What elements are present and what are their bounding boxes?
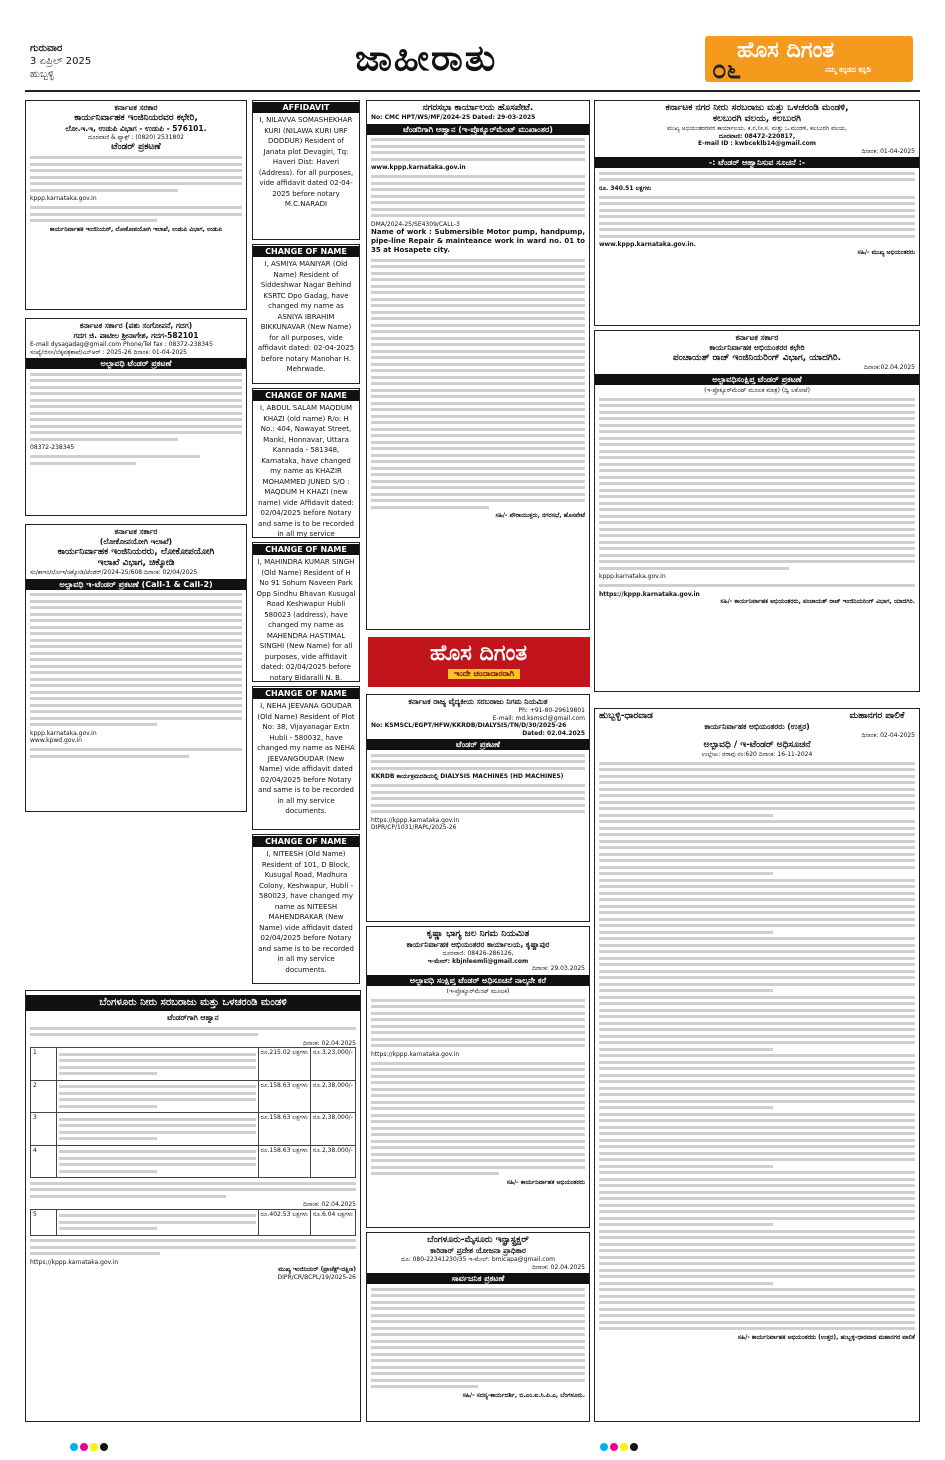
ad-udupi-pwd <box>25 100 247 310</box>
ad-bmicapa-l3: ದೂ: 080-22341230/35 ಇ-ಮೇಲ್: bmicapa@gmail.com <box>400 1256 556 1263</box>
ad-hdmc-ref: ದಿನಾಂಕ: 02-04-2025 <box>861 732 915 739</box>
ad-bwssb-ref: ದಿನಾಂಕ: 02.04.2025 <box>303 1039 356 1047</box>
bwssb-row-value: ರೂ.158.63 ಲಕ್ಷಗಳು <box>258 1113 311 1146</box>
ad-hdmc-sub: ಉಲ್ಲೇಖ: ಠರಾವು ನಂ:620 ದಿನಾಂಕ: 16-11-2024 <box>701 750 813 758</box>
section-title: ಜಾಹೀರಾತು <box>355 38 498 79</box>
ad-hdmc-l3: ಕಾರ್ಯನಿರ್ವಾಹಕ ಅಭಿಯಂತರರು (ಉತ್ತರ) <box>704 722 810 731</box>
ad-yadgir-ref: ದಿನಾಂಕ:02.04.2025 <box>863 364 915 371</box>
ad-kbjnl-sub: (ಇ-ಪ್ರೊಕ್ಯೂರ್‌ಮೆಂಟ್ ಮೂಲಕ) <box>446 987 510 995</box>
table-row <box>31 1113 356 1146</box>
affidavit-6 <box>252 834 360 984</box>
ad-chikkodi-title: ಅಲ್ಪಾವಧಿ ಇ-ಟೆಂಡರ್ ಪ್ರಕಟಣೆ (Call-1 & Call-2) <box>26 579 246 590</box>
bwssb-row-value: ರೂ.215.02 ಲಕ್ಷಗಳು <box>258 1048 311 1081</box>
ad-udupi-footer: ಕಾರ್ಯನಿರ್ವಾಹಕ ಇಂಜಿನಿಯರ್, ಲೋಕೋಪಯೋಗಿ ಇಲಾಖೆ, ಉಡುಪಿ ವಿಭಾಗ, ಉಡುಪಿ <box>49 225 223 233</box>
ad-hospet-ref: No: CMC HPT/WS/MF/2024-25 Dated: 29-03-2025 <box>371 114 536 121</box>
ad-bmicapa-title: ಸಾರ್ವಜನಿಕ ಪ್ರಕಟಣೆ <box>367 1273 589 1284</box>
ad-kalaburagi-site: www.kppp.karnataka.gov.in. <box>599 241 696 248</box>
ad-hdmc-l1: ಹುಬ್ಬಳ್ಳಿ-ಧಾರವಾಡ <box>599 711 653 721</box>
ad-hdmc-title: ಅಲ್ಪಾವಧಿ / ಇ-ಟೆಂಡರ್ ಅಧಿಸೂಚನೆ <box>703 739 811 750</box>
ad-ksmscl-site: https://kppp.karnataka.gov.in <box>371 816 460 824</box>
bwssb-row-no: 2 <box>31 1080 57 1113</box>
dateline <box>30 42 91 81</box>
ad-kalaburagi-phone: ದೂರವಾಣಿ: 08472-220817, <box>718 132 796 140</box>
paper-name: ಹೊಸ ದಿಗಂತ <box>737 38 835 63</box>
affidavit-5 <box>252 686 360 830</box>
ad-bwssb <box>25 990 361 1422</box>
ad-ksmscl-title: ಟೆಂಡರ್ ಪ್ರಕಟಣೆ <box>367 739 589 750</box>
ad-gadag-ref: ಸಂಖ್ಯೆ/ಜಿಸಸ/ಲೆಕ್ಕಪತ್ರಶಾಖೆ/ಎನ್‌ಆರ್ : 2025-26 ದಿನಾಂಕ: 01-04-2025 <box>30 348 187 356</box>
bwssb-row-emd: ರೂ.2,38,000/- <box>311 1113 356 1146</box>
color-registration-right <box>600 1436 640 1448</box>
affidavit-6-head: CHANGE OF NAME <box>253 836 359 847</box>
ad-chikkodi-site2: www.kpwd.gov.in <box>30 737 82 744</box>
affidavit-4-head: CHANGE OF NAME <box>253 544 359 555</box>
ad-ksmscl-no: No: KSMSCL/EGPT/HFW/KKRDB/DIALYSIS/TN/D/30/2025-26 <box>371 722 567 729</box>
bwssb-row5-emd: ರೂ.6.04 ಲಕ್ಷಗಳು <box>311 1209 356 1235</box>
ad-hdmc <box>594 708 920 1422</box>
ad-gadag-l2: ಗದಗ ಜಿ. ಪಾಟೀಲ ಶ್ರೀನಾಗೇಶ, ಗದಗ-582101 <box>73 331 199 340</box>
ad-chikkodi-l4: ಇಲಾಖೆ ವಿಭಾಗ, ಚಿಕ್ಕೋಡಿ <box>97 558 175 568</box>
bwssb-row-emd: ರೂ.3,23,000/- <box>311 1048 356 1081</box>
dateline-date: 3 ಏಪ್ರಿಲ್ 2025 <box>30 56 92 67</box>
ad-chikkodi-ref: ಸಂ/ಕಾಇಂ/ಲೋಇ/ಚಿಕ್ಕೋಡಿ/ಟೆಂಡರ್/2024-25/608 ದಿನಾಂಕ: 02/04/2025 <box>30 569 198 576</box>
ad-chikkodi-website: kppp.karnataka.gov.in <box>30 729 97 737</box>
ad-bwssb-footer: ಮುಖ್ಯ ಇಂಜಿನಿಯರ್ (ಪ್ರಾಜೆಕ್ಟ್-ದಕ್ಷಿಣ) <box>278 1266 356 1273</box>
affidavit-1 <box>252 100 360 240</box>
bwssb-row-no: 3 <box>31 1113 57 1146</box>
ad-pred-yadgir <box>594 330 920 692</box>
ad-kbjnl-site: https://kppp.karnataka.gov.in <box>371 1050 460 1058</box>
ad-hospet-l1: ನಗರಸಭಾ ಕಾರ್ಯಾಲಯ ಹೊಸಪೇಟೆ. <box>422 103 534 113</box>
ad-bmicapa-footer: ಸಹಿ/- ಸದಸ್ಯ-ಕಾರ್ಯದರ್ಶಿ, ಬಿ.ಎಂ.ಐ.ಸಿ.ಪಿ.ಎ, ಬೆಂಗಳೂರು. <box>462 1391 585 1399</box>
ad-kalaburagi-title: -: ಟೆಂಡರ್ ಆಹ್ವಾನಿಸುವ ಸೂಚನೆ :- <box>595 157 919 168</box>
ad-bmicapa-ref: ದಿನಾಂಕ: 02.04.2025 <box>532 1263 585 1271</box>
ad-kalaburagi-amount: ರೂ. 340.51 ಲಕ್ಷಗಳು <box>599 184 652 192</box>
ad-yadgir-title: ಅಲ್ಪಾವಧಿಸಂಕ್ಷಿಪ್ತ ಟೆಂಡರ್ ಪ್ರಕಟಣೆ <box>595 374 919 385</box>
ad-kbjnl-title: ಅಲ್ಪಾವಧಿ ಸಂಕ್ಷಿಪ್ತ ಟೆಂಡರ್ ಅಧಿಸೂಚನೆ ನಾಲ್ಕನೇ ಕರೆ <box>367 975 589 986</box>
ad-bwssb-ref2: ದಿನಾಂಕ: 02.04.2025 <box>303 1201 356 1208</box>
ad-hdmc-l2: ಮಹಾನಗರ ಪಾಲಿಕೆ <box>849 711 905 721</box>
affidavit-2 <box>252 244 360 384</box>
affidavit-4 <box>252 542 360 682</box>
ad-bwssb-title: ಬೆಂಗಳೂರು ನೀರು ಸರಬರಾಜು ಮತ್ತು ಒಳಚರಂಡಿ ಮಂಡಳಿ <box>26 995 360 1011</box>
banner-sub: ಇಂದೇ ಚಂದಾದಾರರಾಗಿ <box>448 669 520 679</box>
ad-yadgir-sub: (ಇ-ಪ್ರೊಕ್ಯೂರ್‌ಮೆಂಟ್ ಮೂಲಕ ಮಾತ್ರ) (ದ್ವಿ ಲಕೋಟೆ) <box>704 386 810 394</box>
bwssb-table <box>30 1047 356 1178</box>
color-registration-left <box>70 1436 110 1448</box>
ad-chikkodi-l3: ಕಾರ್ಯನಿರ್ವಾಹಕ ಇಂಜಿನಿಯರರು, ಲೋಕೋಪಯೋಗಿ <box>57 547 215 557</box>
ad-bwssb-code: DIPR/CR/BCPL/19/2025-26 <box>277 1273 356 1281</box>
ad-chikkodi-l2: (ಲೋಕೋಪಯೋಗಿ ಇಲಾಖೆ) <box>99 537 173 546</box>
affidavit-2-head: CHANGE OF NAME <box>253 246 359 257</box>
ad-kbjnl-l2: ಕಾರ್ಯನಿರ್ವಾಹಕ ಅಭಿಯಂತರರ ಕಾರ್ಯಾಲಯ, ಕೃಷ್ಣಾಪುರ <box>406 940 550 949</box>
ad-kbjnl-ref: ದಿನಾಂಕ: 29.03.2025 <box>532 965 585 972</box>
ad-ksmscl-dated: Dated: 02.04.2025 <box>522 729 585 737</box>
ad-udupi-l2: ಕಾರ್ಯನಿರ್ವಾಹಕ ಇಂಜಿನಿಯರವರ ಕಛೇರಿ, <box>74 113 198 123</box>
affidavit-2-text: I, ASMIYA MANIYAR (Old Name) Resident of Siddeshwar Nagar Behind KSRTC Dpo Gadag, have changed my name as ASNIYA IBRAHIM BIKKUNAVAR (New Name) for all purposes, vide affidavit dated: 02-04-2025 before notary Manohar H. Mehrwade. <box>257 260 355 373</box>
ad-hospet-dma: DMA/2024-25/SE4309/CALL-3 <box>371 220 460 228</box>
ad-udupi-body <box>30 156 242 192</box>
affidavit-4-text: I, MAHINDRA KUMAR SINGH (Old Name) Resident of H No 91 Sohum Naveen Park Opp Sindhu Bhavan Kusugal Road Keshwapur Hubli 580023 (address), have changed my name as MAHENDRA HASTIMAL SINGHI (New Name) for all purposes, vide affidavit dated: 02/04/2025 before notary Bidaralli N. B. <box>256 558 356 682</box>
bwssb-row-desc <box>57 1080 259 1113</box>
bwssb-row-emd: ರೂ.2,38,000/- <box>311 1145 356 1178</box>
paper-tagline: ನಮ್ಮ ಕನ್ನಡದ ಕನ್ನಡಿ <box>825 66 871 74</box>
ad-ksmscl-code: DIPR/CP/1031/RAPL/2025-26 <box>371 824 457 831</box>
ad-bmicapa <box>366 1232 590 1422</box>
ad-hospet <box>366 100 590 630</box>
ad-kbjnl-email: ಇ-ಮೇಲ್: kbjnleemli@gmail.com <box>427 957 529 965</box>
ad-udupi-l3: ಲೋ.ಇ.ಇ, ಉಡುಪಿ ವಿಭಾಗ - ಉಡುಪಿ - 576101. <box>65 124 207 133</box>
ad-hospet-title: ಟೆಂಡರಿಗಾಗಿ ಆಹ್ವಾನ (ಇ-ಪ್ರೊಕ್ಯೂರ್‌ಮೆಂಟ್ ಮುಖಾಂತರ) <box>367 124 589 135</box>
ad-gadag-title: ಅಲ್ಪಾವಧಿ ಟೆಂಡರ್ ಪ್ರಕಟಣೆ <box>26 358 246 369</box>
affidavit-1-text: I, NILAVVA SOMASHEKHAR KURI (NILAWA KURI URF DODDUR) Resident of Janata plot Devagiri, Tq: Haveri Dist: Haveri (Address). for all purposes, vide affidavit dated 02-04-2025 before notary M.C.NARADI <box>258 116 354 208</box>
banner-name: ಹೊಸ ದಿಗಂತ <box>430 641 528 666</box>
page-number: ೦೬ <box>712 55 742 85</box>
dateline-city: ಹುಬ್ಬಳ್ಳಿ <box>30 69 55 80</box>
ad-bwssb-sub: ಟೆಂಡರ್‌ಗಾಗಿ ಆಹ್ವಾನ <box>167 1013 219 1022</box>
ad-kalaburagi-ref: ದಿನಾಂಕ: 01-04-2025 <box>861 147 915 155</box>
ad-kalaburagi-l3: ಮುಖ್ಯ ಅಭಿಯಂತರರವರ ಕಾರ್ಯಾಲಯ, ಕ.ನ.ನೀ.ಸ. ಮತ್ತು ಒ.ಮಂಡಳಿ, ಕಲಬುರಗಿ ವಲಯ, <box>666 125 848 132</box>
ad-udupi-l1: ಕರ್ನಾಟಕ ಸರಕಾರ <box>114 103 158 112</box>
ad-ksmscl-work: KKRDB ಕಾರ್ಯಕ್ರಮದಡಿಯಲ್ಲಿ DIALYSIS MACHINES (HD MACHINES) <box>371 773 564 780</box>
ad-ksmscl-l1: ಕರ್ನಾಟಕ ರಾಜ್ಯ ವೈದ್ಯಕೀಯ ಸರಬರಾಜು ನಿಗಮ ನಿಯಮಿತ <box>408 697 548 706</box>
header-rule <box>25 90 920 92</box>
ad-ksmscl-ph: Ph: +91-80-29619801 <box>518 707 585 714</box>
ad-hdmc-footer: ಸಹಿ/- ಕಾರ್ಯನಿರ್ವಾಹಕ ಅಭಿಯಂತರರು (ಉತ್ತರ), ಹುಬ್ಬಳ್ಳಿ-ಧಾರವಾಡ ಮಹಾನಗರ ಪಾಲಿಕೆ <box>737 1333 915 1341</box>
affidavit-1-head: AFFIDAVIT <box>253 102 359 113</box>
bwssb-row-no: 1 <box>31 1048 57 1081</box>
table-row <box>31 1080 356 1113</box>
ad-kbjnl-footer: ಸಹಿ/- ಕಾರ್ಯನಿರ್ವಾಹಕ ಅಭಿಯಂತರರು <box>506 1178 585 1186</box>
ad-udupi-title: ಟೆಂಡರ್ ಪ್ರಕಟಣೆ <box>111 141 161 152</box>
ad-yadgir-footer: ಸಹಿ/- ಕಾರ್ಯನಿರ್ವಾಹಕ ಅಭಿಯಂತರರು, ಪಂಚಾಯತ್ ರಾಜ್ ಇಂಜಿನಿಯರಿಂಗ್ ವಿಭಾಗ, ಯಾದಗಿರಿ. <box>720 598 915 605</box>
hosadiganta-banner <box>368 637 590 687</box>
ad-kuwssb-kalaburagi <box>594 100 920 326</box>
ad-yadgir-site: kppp.karnataka.gov.in <box>599 573 666 580</box>
ad-kbjnl-l1: ಕೃಷ್ಣಾ ಭಾಗ್ಯ ಜಲ ನಿಗಮ ನಿಯಮಿತ <box>426 929 530 939</box>
bwssb-row-emd: ರೂ.2,38,000/- <box>311 1080 356 1113</box>
bwssb-row-desc <box>57 1145 259 1178</box>
page-header <box>0 0 945 96</box>
ad-chikkodi-l1: ಕರ್ನಾಟಕ ಸರ್ಕಾರ <box>114 527 158 536</box>
ad-chikkodi-pwd <box>25 524 247 812</box>
ad-kalaburagi-email: E-mail ID : kwbceklb14@gmail.com <box>698 140 816 147</box>
table-row <box>31 1048 356 1081</box>
bwssb-row5-no: 5 <box>31 1209 57 1235</box>
ad-gadag-phone: 08372-238345 <box>30 444 75 451</box>
ad-hospet-work: Name of work : Submersible Motor pump, handpump, pipe-line Repair & mainteance work in ward no. 01 to 35 at Hosapete city. <box>371 228 585 254</box>
affidavit-3-head: CHANGE OF NAME <box>253 390 359 401</box>
ad-kalaburagi-footer: ಸಹಿ/- ಮುಖ್ಯ ಅಭಿಯಂತರರು <box>857 248 915 256</box>
ad-gadag-l1: ಕರ್ನಾಟಕ ಸರ್ಕಾರ (ಪಶು ಸಂಗೋಪನೆ, ಗದಗ) <box>79 321 193 330</box>
bwssb-row-desc <box>57 1113 259 1146</box>
table-row <box>31 1209 356 1235</box>
ad-ksmscl-email: E-mail: md.ksmscl@gmail.com <box>492 714 585 722</box>
bwssb-row-desc <box>57 1048 259 1081</box>
affidavit-5-head: CHANGE OF NAME <box>253 688 359 699</box>
ad-kalaburagi-l2: ಕಲಬುರಗಿ ವಲಯ, ಕಲಬುರಗಿ <box>713 114 801 124</box>
ad-bmicapa-l2: ಕಾರಿಡಾರ್ ಪ್ರದೇಶ ಯೋಜನಾ ಪ್ರಾಧಿಕಾರ <box>430 1246 526 1255</box>
ad-yadgir-l1: ಕರ್ನಾಟಕ ಸರ್ಕಾರ <box>735 333 779 342</box>
ad-udupi-l4: ದೂರವಾಣಿ & ಫ್ಯಾಕ್ಸ್ : (0820) 2531802 <box>87 134 185 141</box>
ad-yadgir-l3: ಪಂಚಾಯತ್ ರಾಜ್ ಇಂಜಿನಿಯರಿಂಗ್ ವಿಭಾಗ, ಯಾದಗಿರಿ. <box>672 353 842 363</box>
dateline-day: ಗುರುವಾರ <box>30 43 63 54</box>
affidavit-6-text: I, NITEESH (Old Name) Resident of 101, D Block, Kusugal Road, Madhura Colony, Keshwapur, Hubli - 580023, have changed my name as NITEESH MAHENDRAKAR (New Name) vide affidavit dated 02/04/2025 before Notary and same is to be recorded in all my service documents. <box>258 850 354 974</box>
bwssb-row-value: ರೂ.158.63 ಲಕ್ಷಗಳು <box>258 1080 311 1113</box>
ad-yadgir-site2: https://kppp.karnataka.gov.in <box>599 590 700 598</box>
bwssb-row5-value: ರೂ.402.53 ಲಕ್ಷಗಳು <box>258 1209 311 1235</box>
ad-udupi-website: kppp.karnataka.gov.in <box>30 195 97 202</box>
ad-hdmc-body <box>599 762 915 1331</box>
ad-bmicapa-l1: ಬೆಂಗಳೂರು-ಮೈಸೂರು ಇನ್ಫ್ರಾಸ್ಟ್ರಕ್ಚರ್ <box>427 1235 529 1245</box>
table-row <box>31 1145 356 1178</box>
ad-gadag <box>25 318 247 516</box>
ad-yadgir-l2: ಕಾರ್ಯನಿರ್ವಾಹಕ ಅಭಿಯಂತರರ ಕಛೇರಿ <box>709 343 805 352</box>
affidavit-5-text: I, NEHA JEEVANA GOUDAR (Old Name) Resident of Plot No: 38, Vijayanagar Extn Hubli - 580032, have changed my name as NEHA JEEVANGOUDAR (New Name) vide affidavit dated 02/04/2025 before Notary and same is to be recorded in all my service documents. <box>257 702 355 815</box>
ad-hospet-site: www.kppp.karnataka.gov.in <box>371 164 466 171</box>
ad-ksmscl <box>366 694 590 922</box>
ad-bwssb-website: https://kppp.karnataka.gov.in <box>30 1258 119 1266</box>
ad-kbjnl-phone: ದೂರವಾಣಿ: 08426-286126, <box>442 950 514 957</box>
ad-gadag-email: E-mail dysagadag@gmail.com Phone/Tel fax : 08372-238345 <box>30 341 213 348</box>
bwssb-row-no: 4 <box>31 1145 57 1178</box>
bwssb-row-value: ರೂ.158.63 ಲಕ್ಷಗಳು <box>258 1145 311 1178</box>
ad-kalaburagi-l1: ಕರ್ನಾಟಕ ನಗರ ನೀರು ಸರಬರಾಜು ಮತ್ತು ಒಳಚರಂಡಿ ಮಂಡಳಿ, <box>665 103 849 113</box>
ad-kbjnl <box>366 926 590 1228</box>
ad-hospet-footer: ಸಹಿ/- ಪೌರಾಯುಕ್ತರು, ನಗರಸಭೆ, ಹೊಸಪೇಟೆ <box>495 512 585 519</box>
affidavit-3 <box>252 388 360 538</box>
bwssb-table-2 <box>30 1209 356 1236</box>
affidavit-3-text: I, ABDUL SALAM MAQDUM KHAZI (old name) R/o: H No.: 404, Nawayat Street, Manki, Honnavar, Uttara Kannada - 581348, Karnataka, have changed my name as KHAZIR MOHAMMED JUNED S/O : MAQDUM H KHAZI (new name) vide Affidavit dated: 02/04/2025 before Notary and same is to be recorded in all my service <box>258 404 354 538</box>
